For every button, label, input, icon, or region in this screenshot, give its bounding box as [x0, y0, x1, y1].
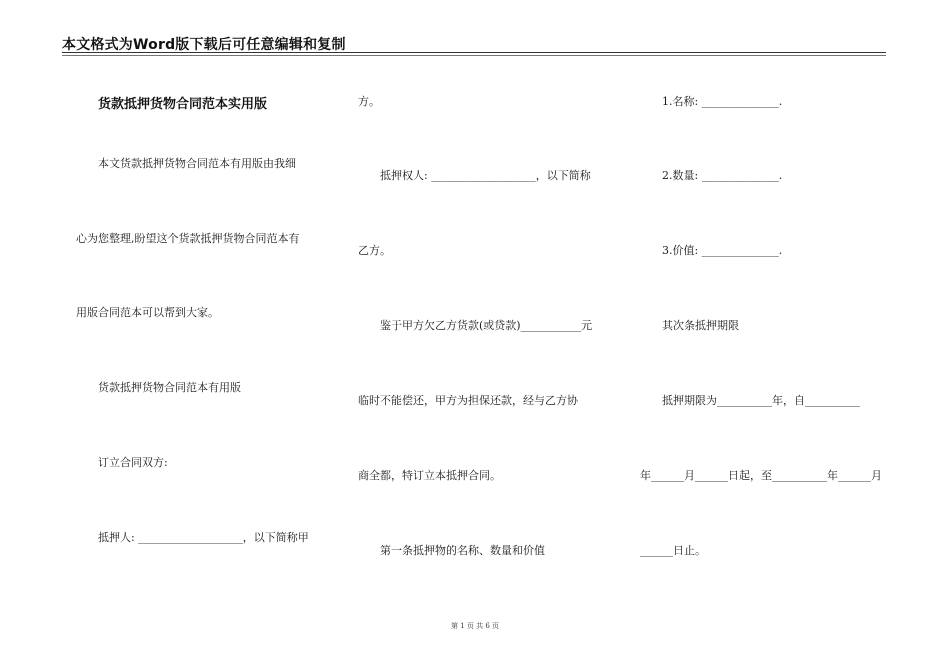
middle-line-4: 鉴于甲方欠乙方货款(或贷款)___________元: [380, 319, 593, 332]
right-line-2: 2.数量: ______________.: [662, 169, 783, 182]
middle-line-3: 乙方。: [358, 244, 391, 257]
middle-line-5: 临时不能偿还，甲方为担保还款，经与乙方协: [358, 394, 578, 407]
right-line-7: ______日止。: [640, 544, 706, 557]
middle-line-7: 第一条抵押物的名称、数量和价值: [380, 544, 545, 557]
document-header: 本文格式为Word版下载后可任意编辑和复制: [62, 37, 346, 53]
right-line-1: 1.名称: ______________.: [662, 95, 783, 108]
middle-line-2: 抵押权人: ___________________，以下简称: [380, 169, 591, 182]
right-line-6: 年______月______日起，至__________年______月: [640, 469, 882, 482]
right-line-4: 其次条抵押期限: [662, 319, 739, 332]
document-title: 货款抵押货物合同范本实用版: [98, 97, 268, 112]
left-line-6: 抵押人: ___________________，以下简称甲: [98, 531, 309, 544]
middle-line-6: 商全都，特订立本抵押合同。: [358, 469, 501, 482]
header-rule-thin: [62, 55, 886, 56]
page-number: 第 1 页 共 6 页: [450, 622, 500, 630]
middle-line-1: 方。: [358, 95, 380, 108]
header-rule: [62, 52, 886, 53]
left-line-4: 货款抵押货物合同范本有用版: [98, 381, 241, 394]
left-line-1: 本文货款抵押货物合同范本有用版由我细: [98, 157, 296, 170]
right-line-5: 抵押期限为__________年，自__________: [662, 394, 860, 407]
right-line-3: 3.价值: ______________.: [662, 244, 783, 257]
left-line-5: 订立合同双方:: [98, 456, 168, 469]
left-line-2: 心为您整理,盼望这个货款抵押货物合同范本有: [76, 232, 300, 245]
left-line-3: 用版合同范本可以帮到大家。: [76, 306, 219, 319]
